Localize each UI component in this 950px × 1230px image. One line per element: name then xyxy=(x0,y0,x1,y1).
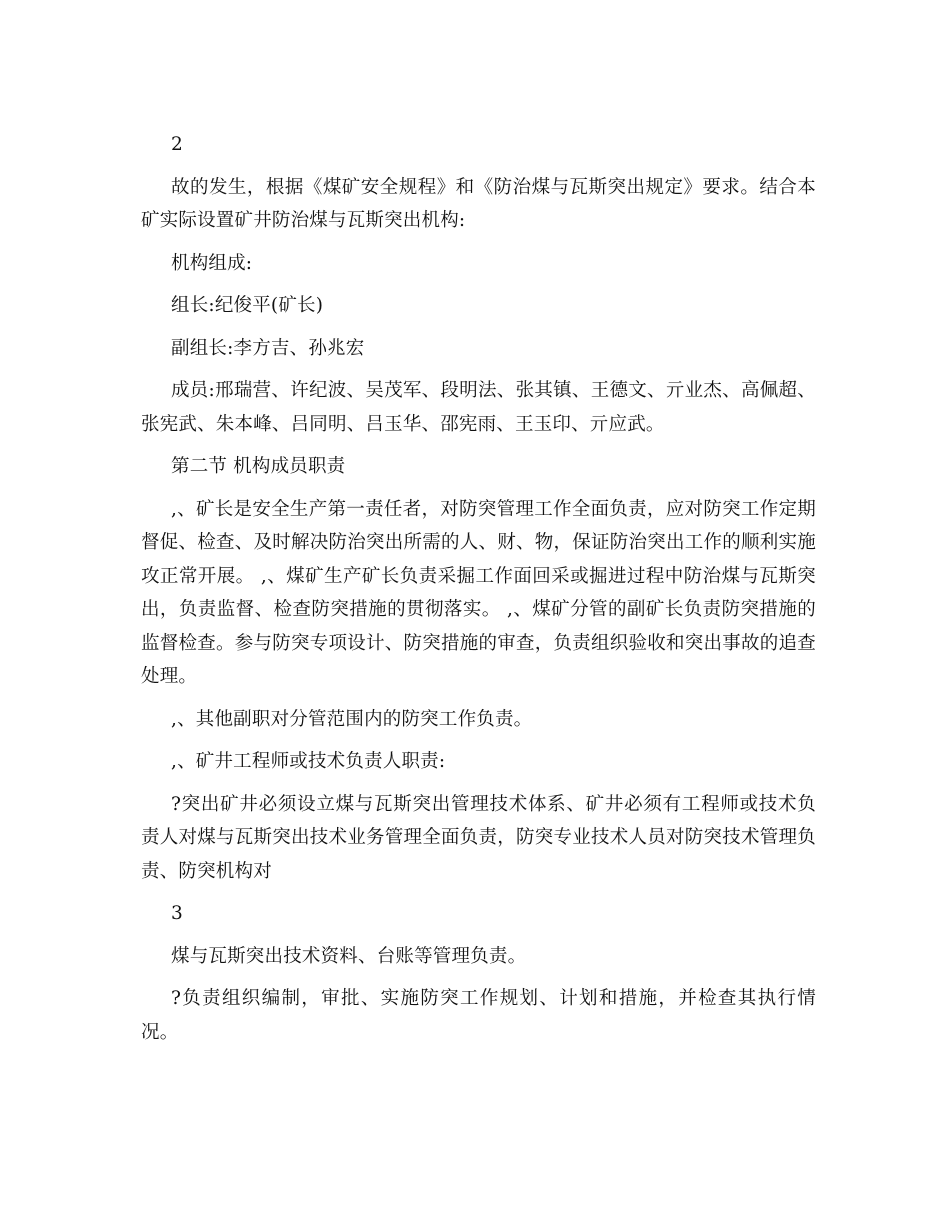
section-heading: 第二节 机构成员职责 xyxy=(171,456,346,477)
records-paragraph: 煤与瓦斯突出技术资料、台账等管理负责。 xyxy=(171,945,527,967)
document-body xyxy=(141,128,816,1058)
engineer-duties-paragraph: ?突出矿井必须设立煤与瓦斯突出管理技术体系、矿井必须有工程师或技术负责人对煤与瓦斯突出技术业务管理全面负责，防突专业技术人员对防突技术管理负责、防突机构对 xyxy=(141,793,816,882)
org-heading: 机构组成: xyxy=(171,252,253,274)
intro-paragraph: 故的发生，根据《煤矿安全规程》和《防治煤与瓦斯突出规定》要求。结合本矿实际设置矿井防治煤与瓦斯突出机构: xyxy=(141,176,816,231)
duties-paragraph: ,、矿长是安全生产第一责任者，对防突管理工作全面负责，应对防突工作定期督促、检查、及时解决防治突出所需的人、财、物，保证防治突出工作的顺利实施攻正常开展。 ,、煤矿生产矿长负责采掘工作面回采或掘进过程中防治煤与瓦斯突出，负责监督、检查防突措施的贯彻落实。 ,、煤矿分管的副矿长负责防突措施的监督检查。参与防突专项设计、防突措施的审查，负责组织验收和突出事故的追查处理。 xyxy=(141,498,816,687)
members-list: 成员:邢瑞营、许纪波、吴茂军、段明法、张其镇、王德文、亓业杰、高佩超、张宪武、朱本峰、吕同明、吕玉华、邵宪雨、王玉印、亓应武。 xyxy=(141,380,816,435)
page-number: 3 xyxy=(171,903,183,924)
deputy-leaders: 副组长:李方吉、孙兆宏 xyxy=(171,337,365,359)
planning-paragraph: ?负责组织编制，审批、实施防突工作规划、计划和措施，并检查其执行情况。 xyxy=(141,988,816,1043)
engineer-duties-heading: ,、矿井工程师或技术负责人职责: xyxy=(171,751,446,772)
other-deputies-paragraph: ,、其他副职对分管范围内的防突工作负责。 xyxy=(171,708,533,730)
group-leader: 组长:纪俊平(矿长) xyxy=(171,295,324,316)
page-number: 2 xyxy=(171,134,183,155)
